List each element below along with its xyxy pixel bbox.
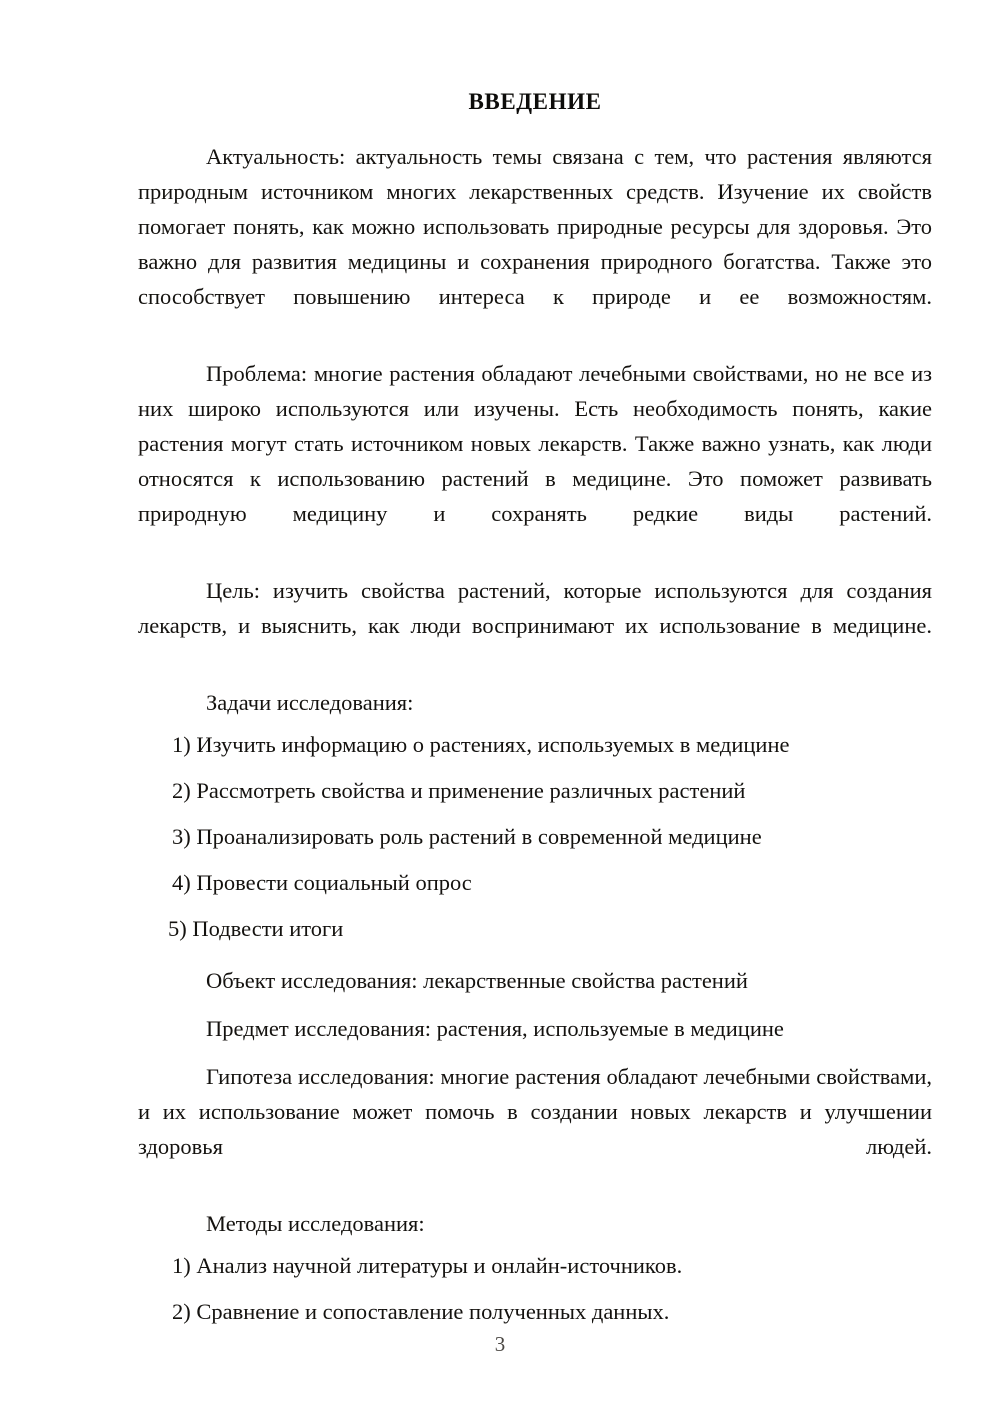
page-title: ВВЕДЕНИЕ [468, 89, 602, 114]
methods-list [138, 1248, 932, 1329]
paragraph-object: Объект исследования: лекарственные свойства растений [206, 967, 748, 993]
paragraph-subject: Предмет исследования: растения, используемые в медицине [206, 1015, 784, 1041]
paragraph-goal: Цель: изучить свойства растений, которые используются для создания лекарств, и выяснить, как люди воспринимают их использование в медицине. [138, 577, 932, 638]
list-item: 3) Проанализировать роль растений в современной медицине [172, 823, 762, 849]
methods-heading: Методы исследования: [206, 1210, 425, 1236]
list-item: 1) Анализ научной литературы и онлайн-источников. [172, 1252, 683, 1278]
page-number: 3 [494, 1332, 506, 1356]
paragraph-relevance: Актуальность: актуальность темы связана с тем, что растения являются природным источником многих лекарственных средств. Изучение их свойств помогает понять, как можно использовать природные ресурсы для здоровья. Это важно для развития медицины и сохранения природного богатства. Также это способствует повышению интереса к природе и ее возможностям. [138, 143, 932, 309]
list-item: 1) Изучить информацию о растениях, используемых в медицине [172, 731, 790, 757]
tasks-heading: Задачи исследования: [206, 689, 414, 715]
list-item: 2) Сравнение и сопоставление полученных данных. [172, 1298, 670, 1324]
paragraph-hypothesis: Гипотеза исследования: многие растения обладают лечебными свойствами, и их использование может помочь в создании новых лекарств и улучшении здоровья людей. [138, 1063, 932, 1159]
document-content [138, 88, 932, 1340]
list-item: 2) Рассмотреть свойства и применение различных растений [172, 777, 746, 803]
list-item: 5) Подвести итоги [168, 915, 344, 941]
list-item: 4) Провести социальный опрос [172, 869, 472, 895]
paragraph-problem: Проблема: многие растения обладают лечебными свойствами, но не все из них широко используются или изучены. Есть необходимость понять, какие растения могут стать источником новых лекарств. Также важно узнать, как люди относятся к использованию растений в медицине. Это поможет развивать природную медицину и сохранять редкие виды растений. [138, 360, 932, 526]
tasks-list [138, 727, 932, 946]
